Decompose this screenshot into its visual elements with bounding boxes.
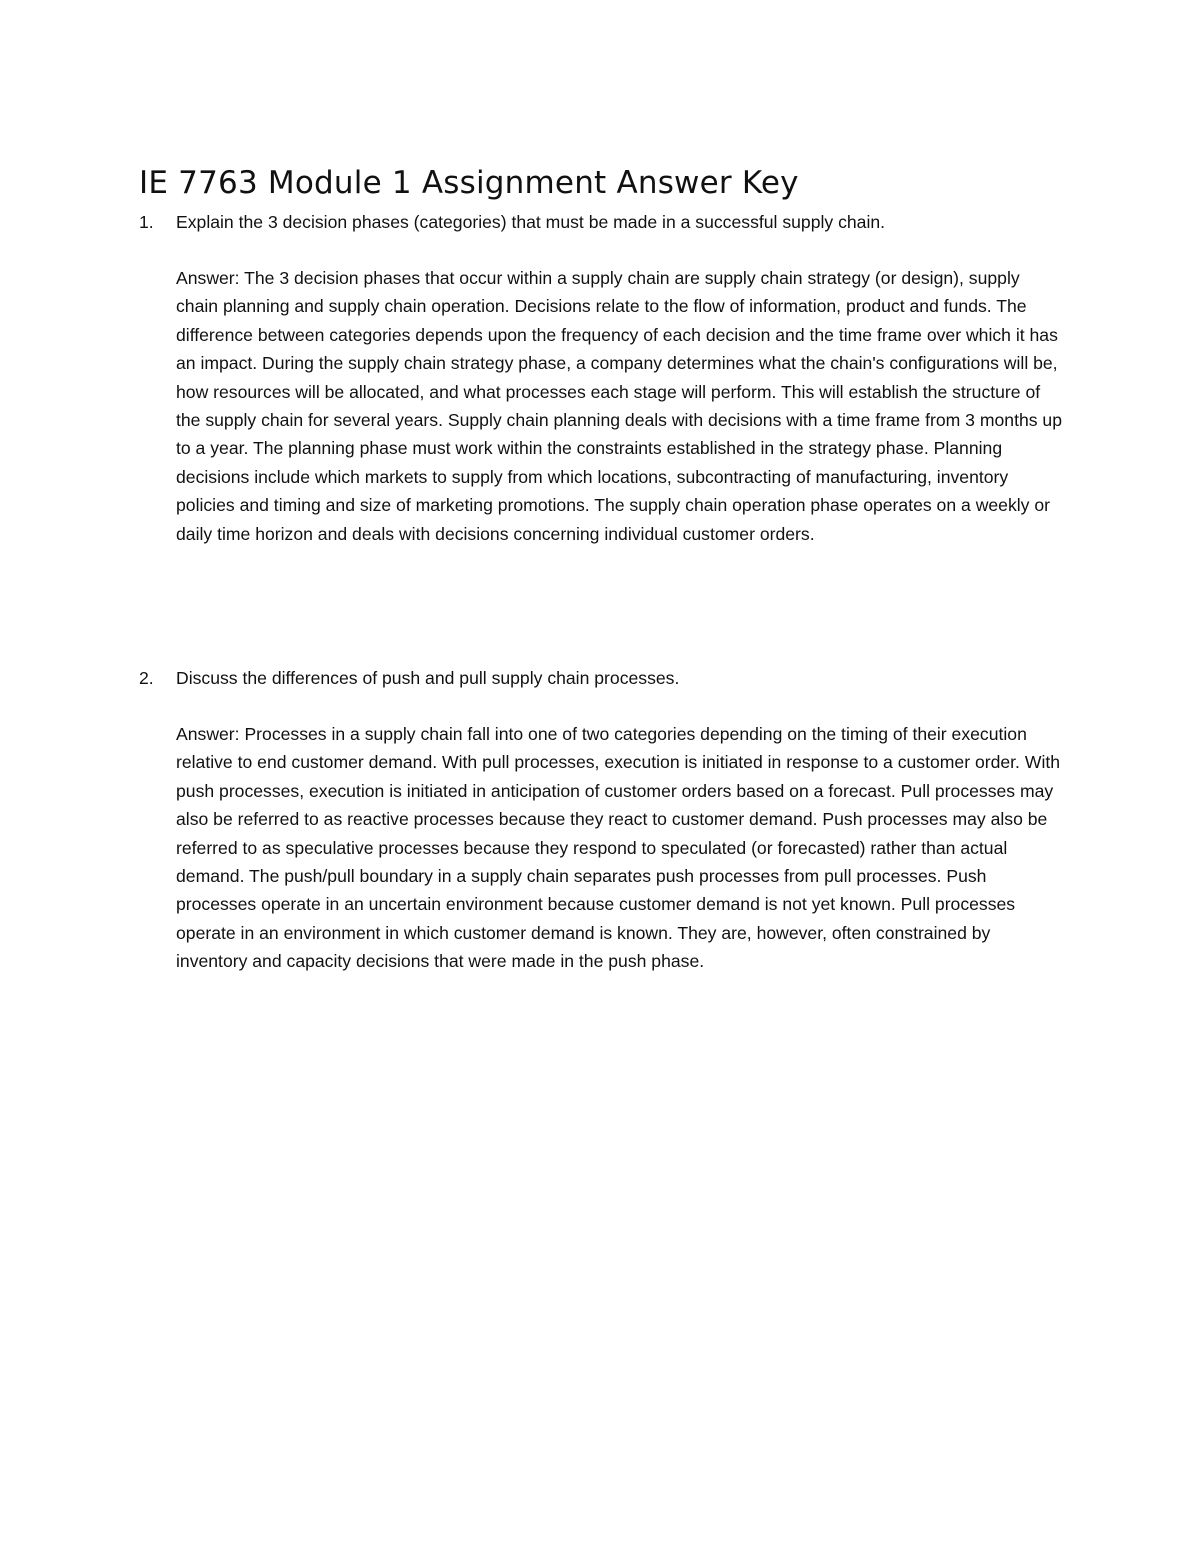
question-2-prompt-line: [139, 664, 1074, 692]
question-1-number: 1.: [139, 212, 154, 232]
question-1: [139, 208, 1074, 548]
question-2-number: 2.: [139, 668, 154, 688]
question-1-prompt: Explain the 3 decision phases (categories) that must be made in a successful supply chain.: [176, 212, 886, 232]
question-2-prompt: Discuss the differences of push and pull supply chain processes.: [176, 668, 680, 688]
question-2-answer: Answer: Processes in a supply chain fall into one of two categories depending on the timing of their execution relative to end customer demand. With pull processes, execution is initiated in response to a customer order. With push processes, execution is initiated in anticipation of customer orders based on a forecast. Pull processes may also be referred to as reactive processes because they react to customer demand. Push processes may also be referred to as speculative processes because they respond to speculated (or forecasted) rather than actual demand. The push/pull boundary in a supply chain separates push processes from pull processes. Push processes operate in an uncertain environment because customer demand is not yet known. Pull processes operate in an environment in which customer demand is known. They are, however, often constrained by inventory and capacity decisions that were made in the push phase.: [176, 724, 1061, 972]
question-1-prompt-line: [139, 208, 1074, 236]
question-2: [139, 664, 1074, 976]
page-title: IE 7763 Module 1 Assignment Answer Key: [139, 165, 799, 201]
question-1-answer: Answer: The 3 decision phases that occur within a supply chain are supply chain strategy (or design), supply chain planning and supply chain operation. Decisions relate to the flow of information, product and funds. The difference between categories depends upon the frequency of each decision and the time frame over which it has an impact. During the supply chain strategy phase, a company determines what the chain's configurations will be, how resources will be allocated, and what processes each stage will perform. This will establish the structure of the supply chain for several years. Supply chain planning deals with decisions with a time frame from 3 months up to a year. The planning phase must work within the constraints established in the strategy phase. Planning decisions include which markets to supply from which locations, subcontracting of manufacturing, inventory policies and timing and size of marketing promotions. The supply chain operation phase operates on a weekly or daily time horizon and deals with decisions concerning individual customer orders.: [176, 268, 1063, 544]
